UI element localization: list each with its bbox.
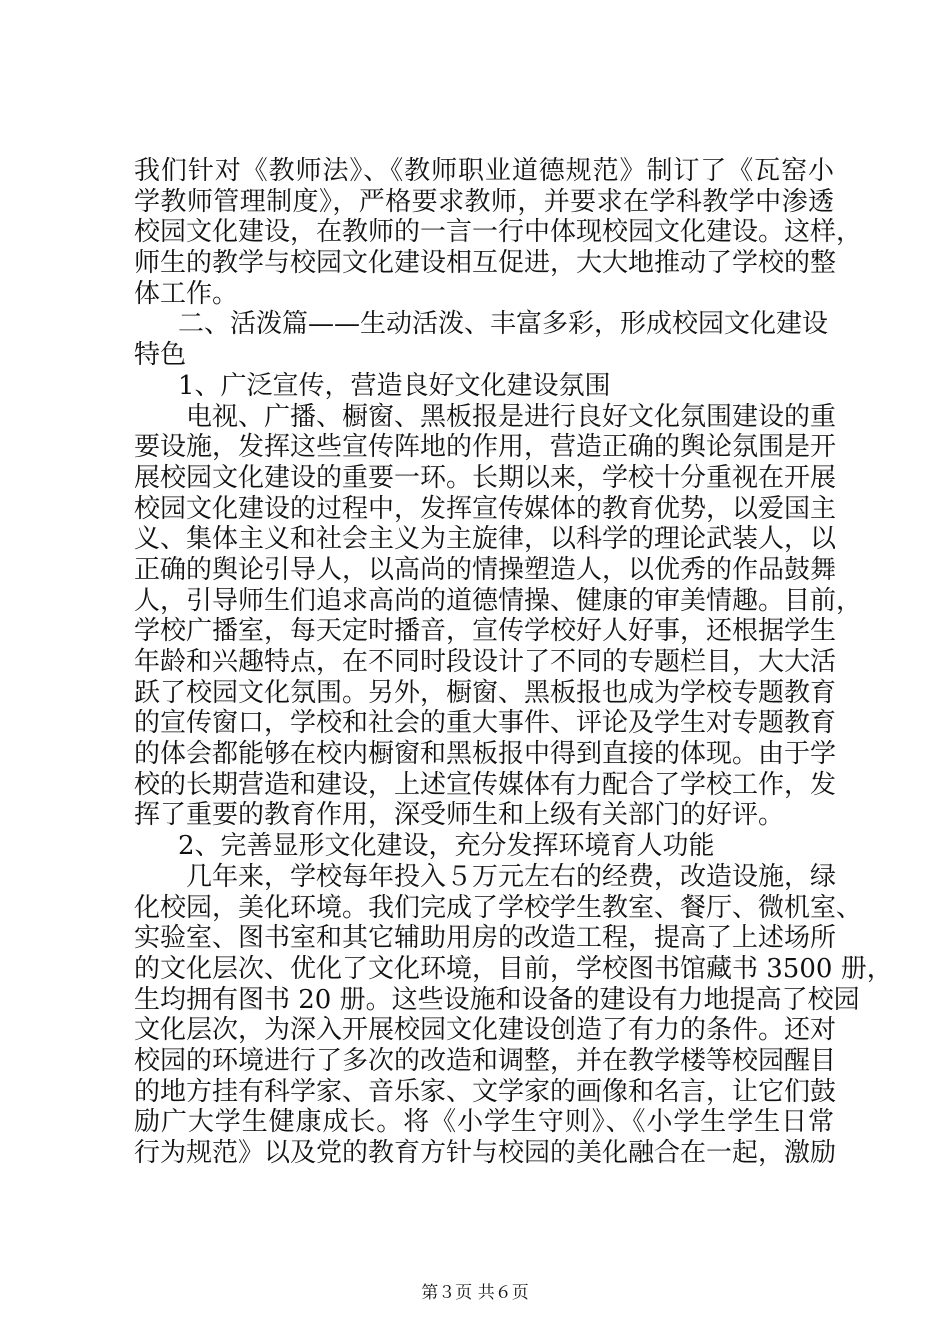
subsection-heading: 2、完善显形文化建设，充分发挥环境育人功能 xyxy=(178,831,715,862)
text-line: 校园文化建设的过程中，发挥宣传媒体的教育优势，以爱国主 xyxy=(134,493,837,524)
section-heading: 二、活泼篇——生动活泼、丰富多彩，形成校园文化建设 xyxy=(178,309,829,340)
text-line: 的文化层次、优化了文化环境，目前，学校图书馆藏书 3500 册， xyxy=(134,953,893,984)
text-line: 化校园，美化环境。我们完成了学校学生教室、餐厅、微机室、 xyxy=(134,892,863,923)
text-line: 学校广播室，每天定时播音，宣传学校好人好事，还根据学生 xyxy=(134,616,837,647)
text-line: 文化层次，为深入开展校园文化建设创造了有力的条件。还对 xyxy=(134,1015,837,1046)
text-line: 生均拥有图书 20 册。这些设施和设备的建设有力地提高了校园 xyxy=(134,984,860,1015)
text-line: 校的长期营造和建设，上述宣传媒体有力配合了学校工作，发 xyxy=(134,769,837,800)
document-body xyxy=(134,156,893,1169)
text-line: 行为规范》以及党的教育方针与校园的美化融合在一起，激励 xyxy=(134,1138,837,1168)
text-line: 人，引导师生们追求高尚的道德情操、健康的审美情趣。目前， xyxy=(134,585,863,616)
text-line: 学教师管理制度》，严格要求教师，并要求在学科教学中渗透 xyxy=(134,186,834,217)
text-line: 师生的教学与校园文化建设相互促进，大大地推动了学校的整 xyxy=(134,248,837,279)
text-line: 的宣传窗口，学校和社会的重大事件、评论及学生对专题教育 xyxy=(134,708,837,739)
text-line: 义、集体主义和社会主义为主旋律，以科学的理论武装人，以 xyxy=(134,524,837,555)
text-line: 实验室、图书室和其它辅助用房的改造工程，提高了上述场所 xyxy=(134,923,837,954)
text-line: 挥了重要的教育作用，深受师生和上级有关部门的好评。 xyxy=(134,800,785,831)
paragraph-start-line: 几年来，学校每年投入５万元左右的经费，改造设施，绿 xyxy=(186,861,837,892)
text-line: 校园文化建设，在教师的一言一行中体现校园文化建设。这样， xyxy=(134,217,863,248)
text-line: 年龄和兴趣特点，在不同时段设计了不同的专题栏目，大大活 xyxy=(134,647,837,677)
text-line: 展校园文化建设的重要一环。长期以来，学校十分重视在开展 xyxy=(134,462,837,493)
text-line: 要设施，发挥这些宣传阵地的作用，营造正确的舆论氛围是开 xyxy=(134,432,837,463)
text-line: 体工作。 xyxy=(134,278,239,309)
text-line: 正确的舆论引导人，以高尚的情操塑造人，以优秀的作品鼓舞 xyxy=(134,554,837,585)
text-line: 的地方挂有科学家、音乐家、文学家的画像和名言，让它们鼓 xyxy=(134,1076,837,1107)
subsection-heading: 1、广泛宣传，营造良好文化建设氛围 xyxy=(178,370,611,401)
text-line: 的体会都能够在校内橱窗和黑板报中得到直接的体现。由于学 xyxy=(134,739,837,770)
text-line: 跃了校园文化氛围。另外，橱窗、黑板报也成为学校专题教育 xyxy=(134,677,837,708)
page-footer: 第３页 共６页 xyxy=(421,1283,529,1303)
text-line: 特色 xyxy=(134,340,187,371)
text-line: 校园的环境进行了多次的改造和调整，并在教学楼等校园醒目 xyxy=(134,1045,837,1076)
text-line: 励广大学生健康成长。将《小学生守则》、《小学生学生日常 xyxy=(134,1107,834,1138)
text-line: 我们针对《教师法》、《教师职业道德规范》制订了《瓦窑小 xyxy=(134,156,834,186)
paragraph-start-line: 电视、广播、橱窗、黑板报是进行良好文化氛围建设的重 xyxy=(186,401,837,432)
